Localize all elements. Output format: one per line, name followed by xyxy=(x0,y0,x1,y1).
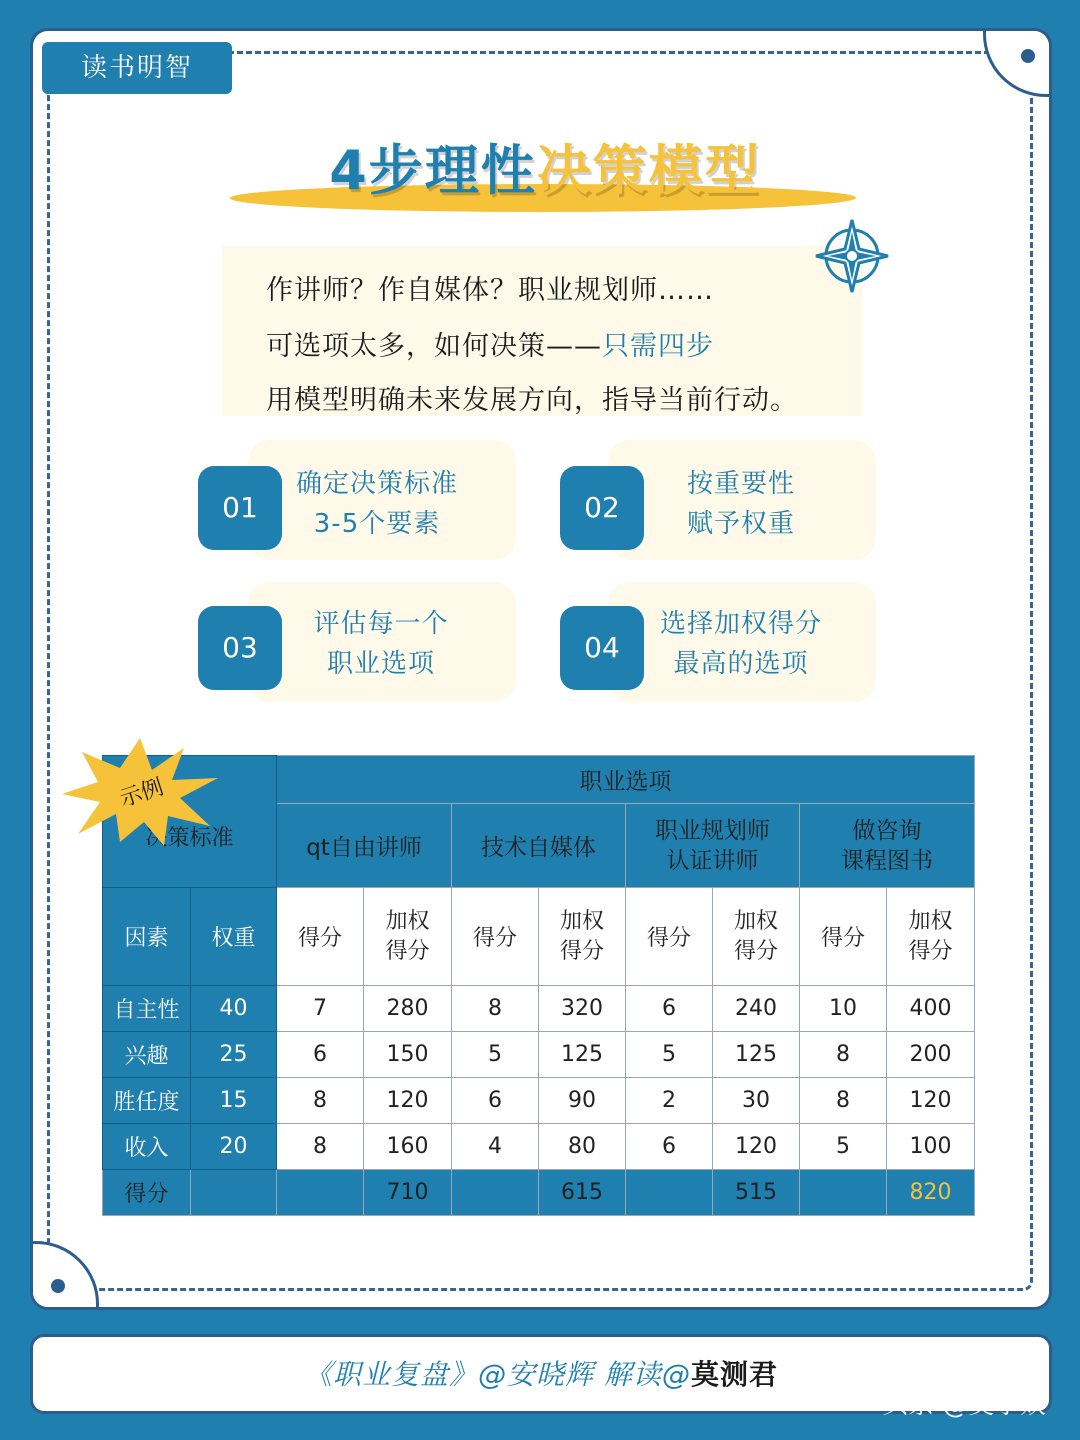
step-4-line-1: 选择加权得分 xyxy=(659,609,822,639)
table-row xyxy=(103,1124,975,1170)
step-text-1 xyxy=(272,464,482,544)
weighted-cell: 160 xyxy=(364,1124,452,1170)
criteria-header: 决策标准 xyxy=(103,756,277,888)
decision-table xyxy=(102,755,975,1216)
score-cell: 6 xyxy=(452,1078,539,1124)
table-row xyxy=(103,1078,975,1124)
starburst-badge xyxy=(60,738,220,848)
option-header-2: 技术自媒体 xyxy=(452,804,626,888)
score-header: 得分 xyxy=(277,888,364,986)
weighted-cell: 120 xyxy=(364,1078,452,1124)
step-number-3: 03 xyxy=(198,606,282,690)
intro-line-1: 作讲师？作自媒体？职业规划师…… xyxy=(266,275,714,306)
weighted-header: 加权 得分 xyxy=(539,888,626,986)
weighted-header: 加权 得分 xyxy=(887,888,975,986)
score-cell: 6 xyxy=(277,1032,364,1078)
score-cell: 5 xyxy=(800,1124,887,1170)
score-cell: 6 xyxy=(626,1124,713,1170)
score-cell: 5 xyxy=(452,1032,539,1078)
intro-highlight: 只需四步 xyxy=(602,331,714,362)
weighted-cell: 320 xyxy=(539,986,626,1032)
total-cell-3: 515 xyxy=(713,1170,800,1216)
score-cell: 10 xyxy=(800,986,887,1032)
weight-cell: 15 xyxy=(191,1078,277,1124)
footer-source: 《职业复盘》@安晓辉 解读@ xyxy=(304,1358,691,1391)
score-cell: 8 xyxy=(277,1078,364,1124)
weighted-cell: 280 xyxy=(364,986,452,1032)
score-cell: 7 xyxy=(277,986,364,1032)
factor-cell: 自主性 xyxy=(103,986,191,1032)
intro-box xyxy=(222,246,862,416)
score-cell: 8 xyxy=(277,1124,364,1170)
empty-cell xyxy=(277,1170,364,1216)
score-cell: 4 xyxy=(452,1124,539,1170)
total-label: 得分 xyxy=(103,1170,191,1216)
title-accent: 决策模型 xyxy=(536,139,761,202)
total-cell-best: 820 xyxy=(887,1170,975,1216)
category-tag: 读书明智 xyxy=(42,42,232,94)
step-number-1: 01 xyxy=(198,466,282,550)
title-main: 4步理性 xyxy=(329,139,537,202)
option-header-4: 做咨询 课程图书 xyxy=(800,804,975,888)
option-header-1: qt自由讲师 xyxy=(277,804,452,888)
options-header: 职业选项 xyxy=(277,756,975,804)
step-2-line-1: 按重要性 xyxy=(686,469,795,499)
weighted-cell: 125 xyxy=(539,1032,626,1078)
empty-cell xyxy=(452,1170,539,1216)
score-header: 得分 xyxy=(626,888,713,986)
step-number-4: 04 xyxy=(560,606,644,690)
weighted-cell: 100 xyxy=(887,1124,975,1170)
weighted-cell: 200 xyxy=(887,1032,975,1078)
weight-header: 权重 xyxy=(191,888,277,986)
intro-line-3: 用模型明确未来发展方向，指导当前行动。 xyxy=(266,385,798,416)
intro-line-2 xyxy=(266,324,714,363)
factor-header: 因素 xyxy=(103,888,191,986)
step-3-line-1: 评估每一个 xyxy=(313,609,449,639)
score-cell: 6 xyxy=(626,986,713,1032)
weighted-cell: 120 xyxy=(887,1078,975,1124)
score-cell: 5 xyxy=(626,1032,713,1078)
weighted-cell: 90 xyxy=(539,1078,626,1124)
table-row xyxy=(103,1032,975,1078)
intro-line-2-prefix: 可选项太多，如何决策—— xyxy=(266,331,602,362)
compass-icon xyxy=(814,218,890,294)
total-row xyxy=(103,1170,975,1216)
step-4-line-2: 最高的选项 xyxy=(673,649,809,679)
weight-cell: 20 xyxy=(191,1124,277,1170)
empty-cell xyxy=(626,1170,713,1216)
weight-cell: 25 xyxy=(191,1032,277,1078)
corner-dot-top-right xyxy=(1021,49,1035,63)
step-text-2 xyxy=(636,464,846,544)
factor-cell: 收入 xyxy=(103,1124,191,1170)
watermark: 头条 @莫小娱 xyxy=(882,1390,1047,1420)
table-row xyxy=(103,986,975,1032)
weighted-cell: 125 xyxy=(713,1032,800,1078)
empty-cell xyxy=(800,1170,887,1216)
weighted-cell: 240 xyxy=(713,986,800,1032)
step-number-2: 02 xyxy=(560,466,644,550)
score-cell: 8 xyxy=(452,986,539,1032)
empty-cell xyxy=(191,1170,277,1216)
weighted-cell: 80 xyxy=(539,1124,626,1170)
weighted-header: 加权 得分 xyxy=(364,888,452,986)
step-text-3 xyxy=(276,604,486,684)
corner-dot-bottom-left xyxy=(51,1279,65,1293)
score-header: 得分 xyxy=(800,888,887,986)
factor-cell: 胜任度 xyxy=(103,1078,191,1124)
option-header-3: 职业规划师 认证讲师 xyxy=(626,804,800,888)
weighted-cell: 30 xyxy=(713,1078,800,1124)
weight-cell: 40 xyxy=(191,986,277,1032)
page-title xyxy=(230,128,860,205)
total-cell-1: 710 xyxy=(364,1170,452,1216)
weighted-cell: 120 xyxy=(713,1124,800,1170)
step-3-line-2: 职业选项 xyxy=(326,649,435,679)
weighted-cell: 400 xyxy=(887,986,975,1032)
step-text-4 xyxy=(636,604,846,684)
step-1-line-1: 确定决策标准 xyxy=(295,469,458,499)
score-cell: 8 xyxy=(800,1078,887,1124)
total-cell-2: 615 xyxy=(539,1170,626,1216)
step-1-line-2: 3-5个要素 xyxy=(313,509,441,539)
score-cell: 2 xyxy=(626,1078,713,1124)
title-block xyxy=(230,128,860,218)
weighted-header: 加权 得分 xyxy=(713,888,800,986)
score-cell: 8 xyxy=(800,1032,887,1078)
score-header: 得分 xyxy=(452,888,539,986)
factor-cell: 兴趣 xyxy=(103,1032,191,1078)
badge-label: 示例 xyxy=(117,774,167,813)
step-2-line-2: 赋予权重 xyxy=(686,509,795,539)
weighted-cell: 150 xyxy=(364,1032,452,1078)
footer-author: 莫测君 xyxy=(690,1358,778,1391)
